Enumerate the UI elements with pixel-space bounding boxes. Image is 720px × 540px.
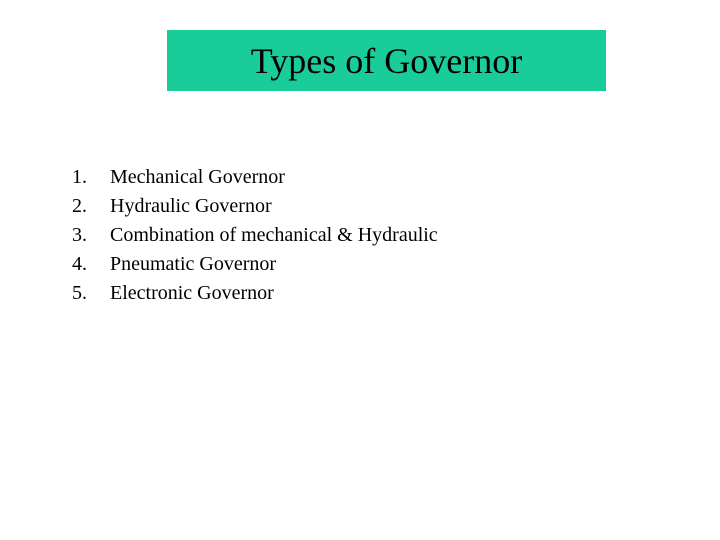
list-item-number: 1.	[72, 166, 87, 188]
page-title: Types of Governor	[250, 40, 523, 81]
list-item-label: Electronic Governor	[110, 282, 274, 304]
list-item	[72, 279, 438, 308]
list-item	[72, 250, 438, 279]
list-item-label: Mechanical Governor	[110, 166, 285, 188]
list-item-label: Combination of mechanical & Hydraulic	[110, 224, 438, 246]
list-item-number: 3.	[72, 224, 87, 246]
title-banner	[167, 30, 606, 91]
list-item-label: Hydraulic Governor	[110, 195, 272, 217]
list-item	[72, 192, 438, 221]
governor-types-list	[72, 163, 438, 308]
list-item-number: 5.	[72, 282, 87, 304]
list-item-number: 4.	[72, 253, 87, 275]
list-item-label: Pneumatic Governor	[110, 253, 277, 275]
list-item-number: 2.	[72, 195, 87, 217]
list-item	[72, 163, 438, 192]
list-item	[72, 221, 438, 250]
